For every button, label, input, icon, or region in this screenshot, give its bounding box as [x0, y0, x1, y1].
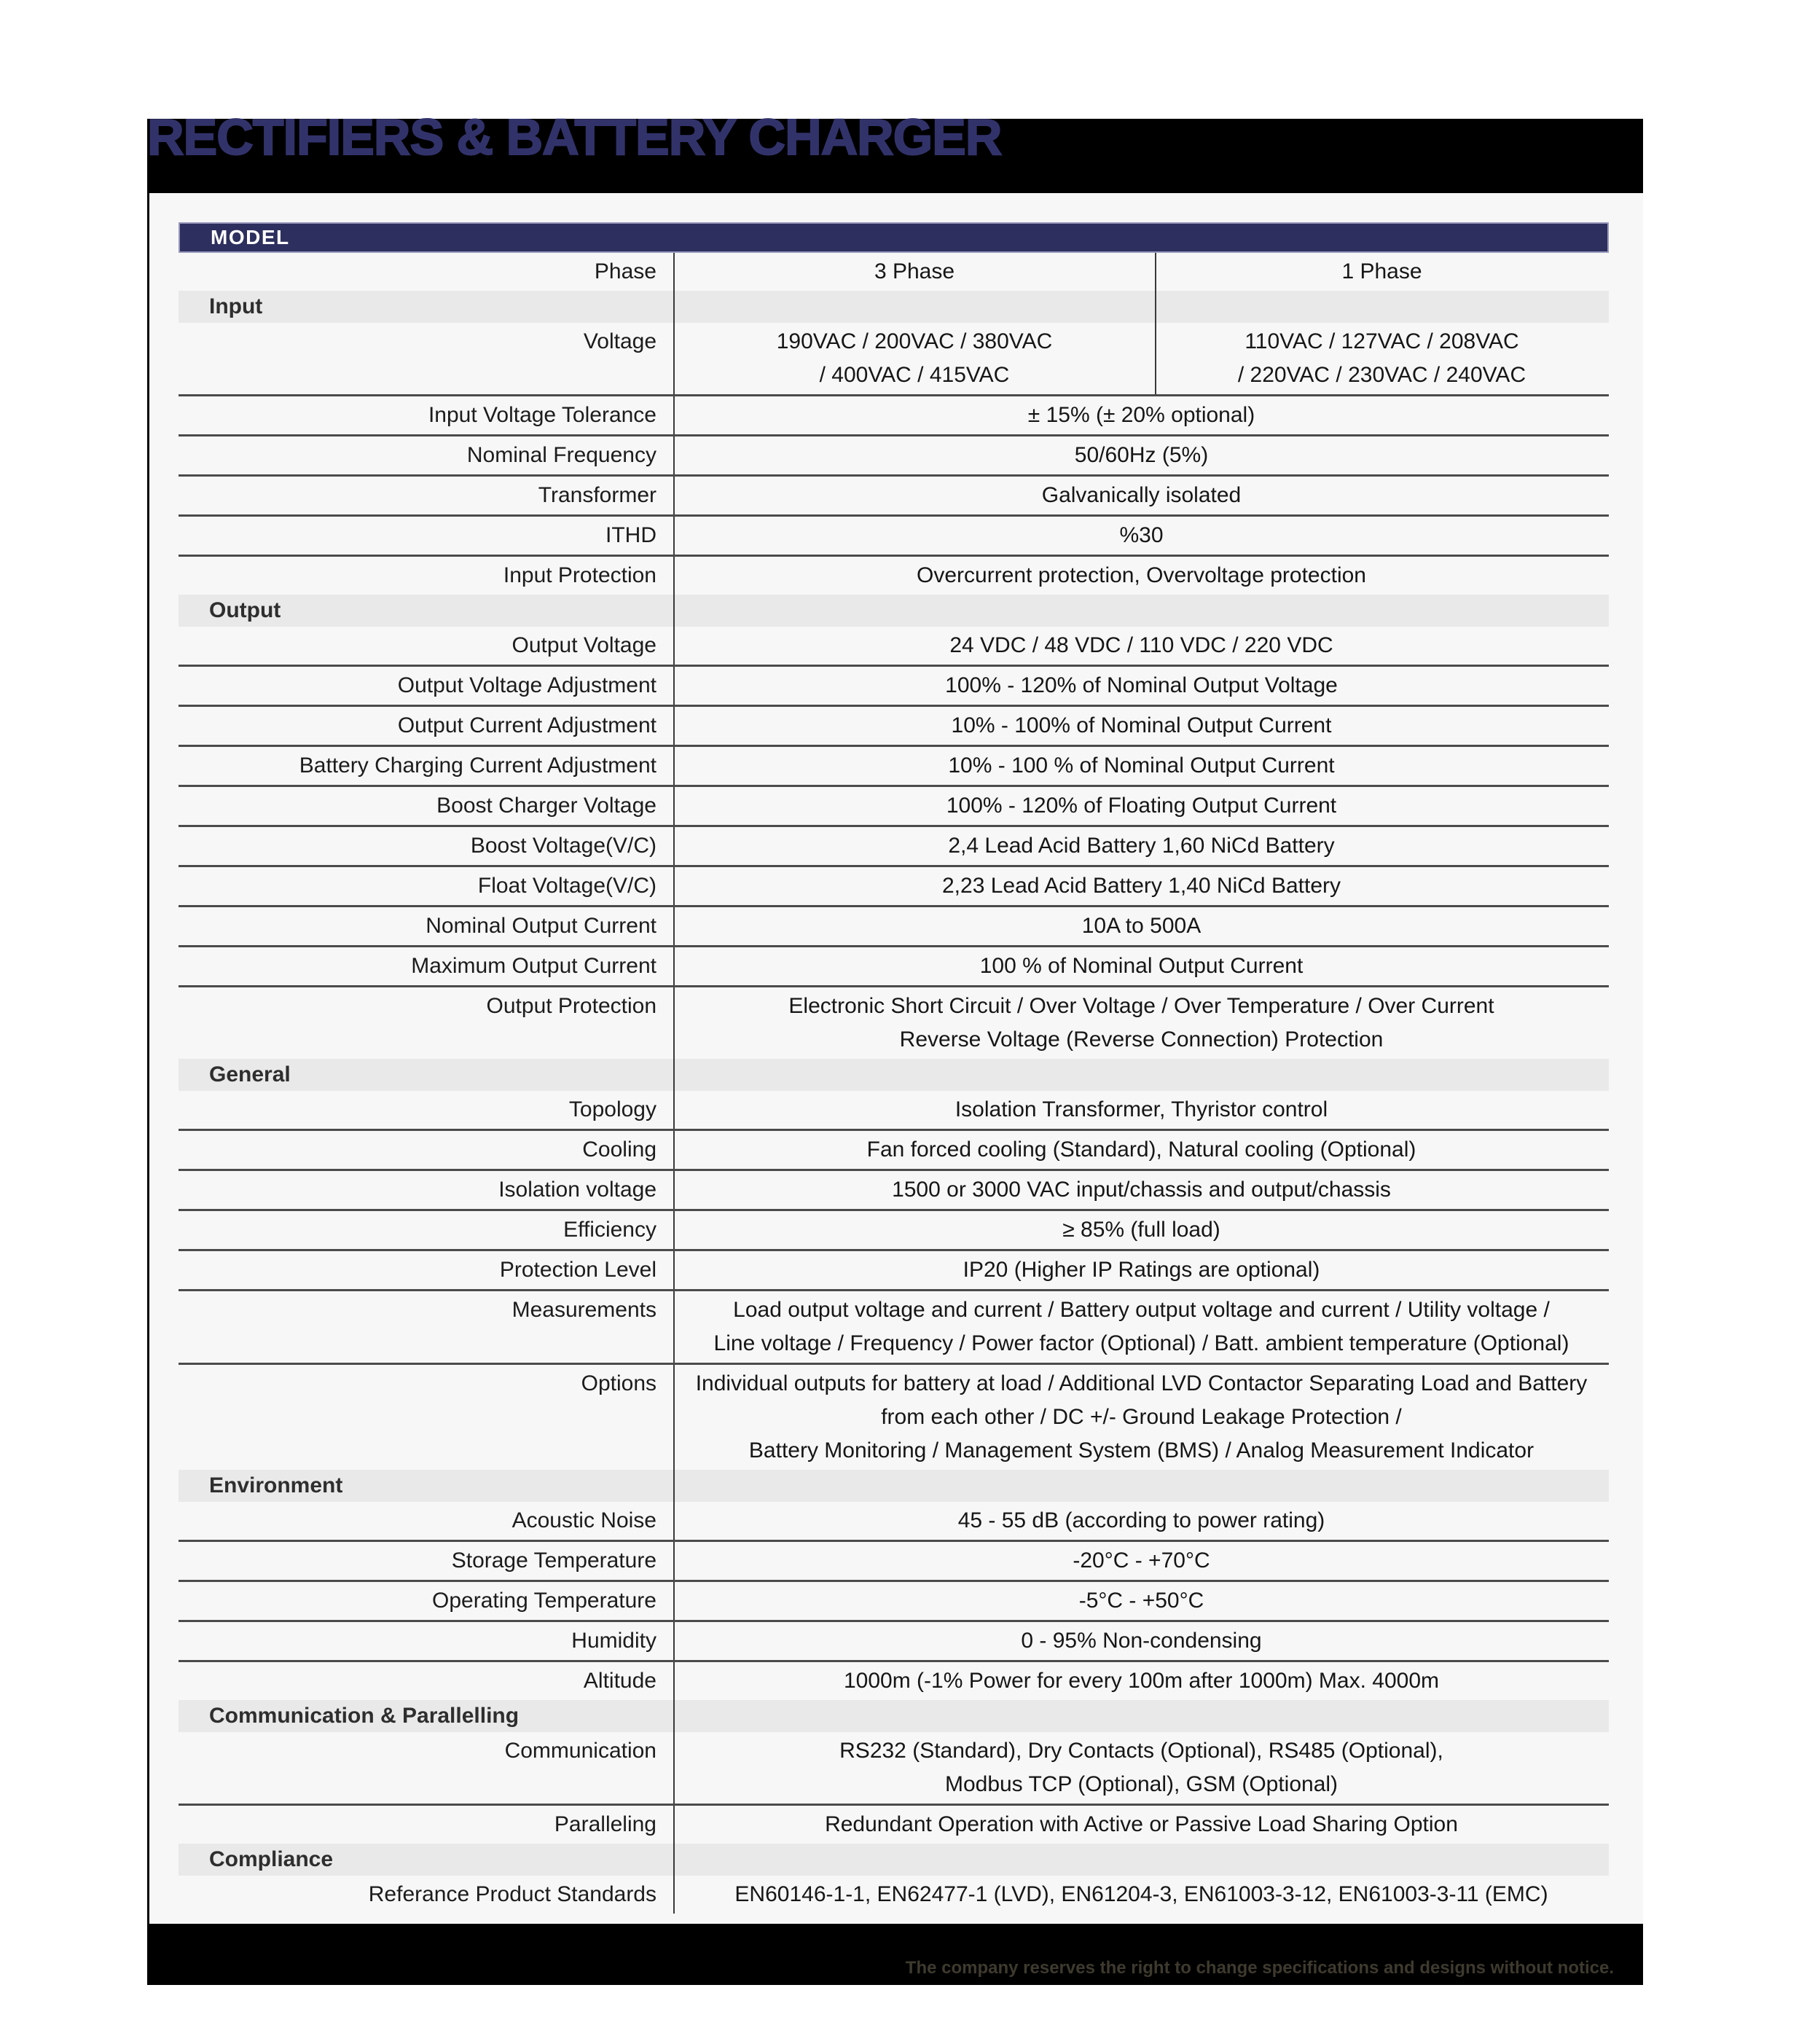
spec-row-paralleling [179, 1804, 1609, 1844]
row-value [674, 749, 1609, 783]
spec-row-float-voltage-v-c [179, 865, 1609, 905]
row-value [674, 1808, 1609, 1841]
row-label: Nominal Output Current [426, 914, 656, 938]
value-line: ± 15% (± 20% optional) [1027, 403, 1255, 427]
value-line: Line voltage / Frequency / Power factor (Optional) / Batt. ambient temperature (Optional) [713, 1331, 1569, 1355]
value-line: Isolation Transformer, Thyristor control [955, 1097, 1328, 1121]
value-line: 3 Phase [874, 259, 955, 283]
row-label: Maximum Output Current [411, 954, 656, 978]
spec-row-input-protection [179, 555, 1609, 595]
row-value [674, 829, 1609, 863]
row-value [674, 1293, 1609, 1360]
spec-row-referance-product-standards [179, 1876, 1609, 1914]
spec-row-input-voltage-tolerance [179, 394, 1609, 434]
spec-row-measurements [179, 1289, 1609, 1363]
row-value [674, 949, 1609, 983]
spec-row-altitude [179, 1660, 1609, 1700]
spec-row-nominal-output-current [179, 905, 1609, 945]
row-label: Output Voltage Adjustment [397, 673, 656, 697]
spec-row-protection-level [179, 1249, 1609, 1289]
row-value [674, 1173, 1609, 1207]
row-label: Boost Voltage(V/C) [470, 834, 656, 858]
row-value [674, 869, 1609, 903]
value-line: 1500 or 3000 VAC input/chassis and output/chassis [892, 1178, 1391, 1202]
value-line: 100% - 120% of Nominal Output Voltage [945, 673, 1338, 697]
value-line: Battery Monitoring / Management System (BMS) / Analog Measurement Indicator [748, 1438, 1534, 1462]
section-header-environment [179, 1470, 1609, 1502]
value-line: 110VAC / 127VAC / 208VAC [1244, 329, 1519, 353]
row-label: Humidity [571, 1629, 656, 1653]
value-line: IP20 (Higher IP Ratings are optional) [963, 1258, 1320, 1282]
value-line: 10% - 100 % of Nominal Output Current [948, 753, 1335, 778]
section-rows [179, 323, 1609, 595]
value-line: Load output voltage and current / Battery output voltage and current / Utility voltage / [733, 1298, 1550, 1322]
value-line: Fan forced cooling (Standard), Natural cooling (Optional) [866, 1137, 1416, 1162]
section-header-output [179, 595, 1609, 627]
value-line: 10% - 100% of Nominal Output Current [951, 713, 1332, 737]
row-label: Output Voltage [511, 633, 656, 657]
row-value [674, 1878, 1609, 1911]
spec-row-efficiency [179, 1209, 1609, 1249]
row-value [674, 479, 1609, 512]
row-label: Altitude [583, 1669, 656, 1693]
spec-row-output-current-adjustment [179, 705, 1609, 745]
value-line: Reverse Voltage (Reverse Connection) Protection [899, 1027, 1384, 1052]
row-value [674, 1504, 1609, 1538]
page-title: RECTIFIERS & BATTERY CHARGER [147, 109, 1002, 165]
row-label: Boost Charger Voltage [436, 794, 656, 818]
value-line: 50/60Hz (5%) [1074, 443, 1209, 467]
spec-row-output-voltage [179, 627, 1609, 665]
row-value [674, 1093, 1609, 1127]
value-line: from each other / DC +/- Ground Leakage Protection / [881, 1405, 1402, 1429]
value-line: 10A to 500A [1081, 914, 1202, 938]
row-value [674, 1664, 1609, 1698]
spec-row-maximum-output-current [179, 945, 1609, 985]
value-line: ≥ 85% (full load) [1062, 1218, 1220, 1242]
row-label: Topology [568, 1097, 656, 1121]
section-rows [179, 1876, 1609, 1914]
model-header: MODEL [179, 222, 1609, 253]
value-line: EN60146-1-1, EN62477-1 (LVD), EN61204-3, EN61003-3-12, EN61003-3-11 (EMC) [734, 1882, 1548, 1906]
row-value [674, 325, 1609, 392]
row-value [674, 789, 1609, 823]
value-line: %30 [1119, 523, 1164, 547]
value-line: 190VAC / 200VAC / 380VAC [776, 329, 1053, 353]
value-1phase [1155, 325, 1609, 392]
row-value [674, 1544, 1609, 1578]
spec-table [179, 222, 1609, 1914]
section-rows [179, 1091, 1609, 1470]
row-value [674, 1734, 1609, 1801]
row-label: Input Protection [503, 563, 656, 587]
value-line: Redundant Operation with Active or Passive Load Sharing Option [825, 1812, 1458, 1836]
value-line: 1000m (-1% Power for every 100m after 1000m) Max. 4000m [843, 1669, 1440, 1693]
phase-1-header [1155, 255, 1609, 289]
value-line: 24 VDC / 48 VDC / 110 VDC / 220 VDC [949, 633, 1333, 657]
row-label: Referance Product Standards [368, 1882, 656, 1906]
row-label: Battery Charging Current Adjustment [299, 753, 656, 778]
header-bar [147, 109, 1643, 193]
value-line: 45 - 55 dB (according to power rating) [957, 1508, 1325, 1532]
spec-row-battery-charging-current-adjustment [179, 745, 1609, 785]
footer-disclaimer: The company reserves the right to change specifications and designs without notice. [905, 1958, 1614, 1978]
spec-row-boost-charger-voltage [179, 785, 1609, 825]
row-label: Float Voltage(V/C) [477, 874, 656, 898]
value-line: Electronic Short Circuit / Over Voltage / Over Temperature / Over Current [788, 994, 1494, 1018]
value-line: 100 % of Nominal Output Current [979, 954, 1304, 978]
value-line: -20°C - +70°C [1073, 1548, 1210, 1573]
row-label: Acoustic Noise [511, 1508, 656, 1532]
section-rows [179, 1502, 1609, 1700]
row-label: Paralleling [554, 1812, 656, 1836]
value-line: RS232 (Standard), Dry Contacts (Optional), RS485 (Optional), [839, 1739, 1443, 1763]
section-header-label: Input [209, 294, 263, 318]
phase-3-header [674, 255, 1155, 289]
row-value [674, 1213, 1609, 1247]
spec-row-topology [179, 1091, 1609, 1129]
section-header-compliance [179, 1844, 1609, 1876]
row-value [674, 1253, 1609, 1287]
row-label: Isolation voltage [498, 1178, 656, 1202]
row-label: Protection Level [499, 1258, 656, 1282]
row-value [674, 1584, 1609, 1618]
row-label: Communication [504, 1739, 656, 1763]
row-label: Output Protection [486, 994, 656, 1018]
row-value [674, 669, 1609, 702]
content-frame [147, 109, 1643, 1985]
spec-row-voltage [179, 323, 1609, 394]
row-value [674, 1624, 1609, 1658]
row-label: Options [581, 1371, 656, 1395]
row-label: Transformer [538, 483, 656, 507]
value-line: / 400VAC / 415VAC [819, 363, 1010, 387]
value-line: 2,4 Lead Acid Battery 1,60 NiCd Battery [948, 834, 1335, 858]
value-line: 1 Phase [1341, 259, 1422, 283]
row-label: Nominal Frequency [466, 443, 656, 467]
row-value [674, 709, 1609, 743]
section-header-communication-parallelling [179, 1700, 1609, 1732]
row-value [674, 439, 1609, 472]
spec-row-cooling [179, 1129, 1609, 1169]
row-value [674, 909, 1609, 943]
row-label: Measurements [511, 1298, 656, 1322]
spec-row-humidity [179, 1620, 1609, 1660]
value-line: Galvanically isolated [1041, 483, 1242, 507]
row-value [674, 629, 1609, 662]
row-value [674, 990, 1609, 1057]
row-value [674, 399, 1609, 432]
value-line: -5°C - +50°C [1078, 1589, 1204, 1613]
spec-row-ithd [179, 514, 1609, 555]
section-header-general [179, 1059, 1609, 1091]
spec-row-output-protection [179, 985, 1609, 1059]
sections-container [179, 291, 1609, 1914]
row-value [674, 559, 1609, 592]
row-label: ITHD [605, 523, 656, 547]
row-value [674, 519, 1609, 552]
row-label: Voltage [583, 329, 656, 353]
spec-row-nominal-frequency [179, 434, 1609, 474]
section-header-label: General [209, 1062, 291, 1086]
value-line: 2,23 Lead Acid Battery 1,40 NiCd Battery [942, 874, 1341, 898]
spec-row-boost-voltage-v-c [179, 825, 1609, 865]
row-label: Efficiency [563, 1218, 656, 1242]
section-header-label: Compliance [209, 1847, 334, 1871]
value-line: / 220VAC / 230VAC / 240VAC [1237, 363, 1526, 387]
row-label: Operating Temperature [432, 1589, 656, 1613]
value-line: Overcurrent protection, Overvoltage protection [917, 563, 1366, 587]
row-label: Input Voltage Tolerance [428, 403, 656, 427]
section-rows [179, 1732, 1609, 1844]
value-line: Individual outputs for battery at load / Additional LVD Contactor Separating Load and Battery [695, 1371, 1588, 1395]
row-label: Cooling [582, 1137, 656, 1162]
row-label: Phase [594, 259, 656, 283]
value-line: Modbus TCP (Optional), GSM (Optional) [944, 1772, 1338, 1796]
spec-row-transformer [179, 474, 1609, 514]
spec-row-storage-temperature [179, 1540, 1609, 1580]
section-header-label: Environment [209, 1473, 343, 1497]
section-header-label: Output [209, 598, 281, 622]
spec-row-isolation-voltage [179, 1169, 1609, 1209]
value-line: 100% - 120% of Floating Output Current [946, 794, 1337, 818]
phase-row [179, 253, 1609, 291]
spec-row-communication [179, 1732, 1609, 1804]
phase-row-values [674, 255, 1609, 289]
section-header-input [179, 291, 1609, 323]
spec-row-acoustic-noise [179, 1502, 1609, 1540]
spec-row-output-voltage-adjustment [179, 665, 1609, 705]
spec-panel [147, 193, 1643, 1924]
row-label: Output Current Adjustment [397, 713, 656, 737]
row-value [674, 1367, 1609, 1468]
row-label: Storage Temperature [451, 1548, 656, 1573]
spec-row-options [179, 1363, 1609, 1470]
value-3phase [674, 325, 1155, 392]
footer-bar [147, 1924, 1643, 1985]
section-rows [179, 627, 1609, 1059]
spec-row-operating-temperature [179, 1580, 1609, 1620]
value-line: 0 - 95% Non-condensing [1021, 1629, 1262, 1653]
row-value [674, 1133, 1609, 1167]
section-header-label: Communication & Parallelling [209, 1704, 520, 1728]
